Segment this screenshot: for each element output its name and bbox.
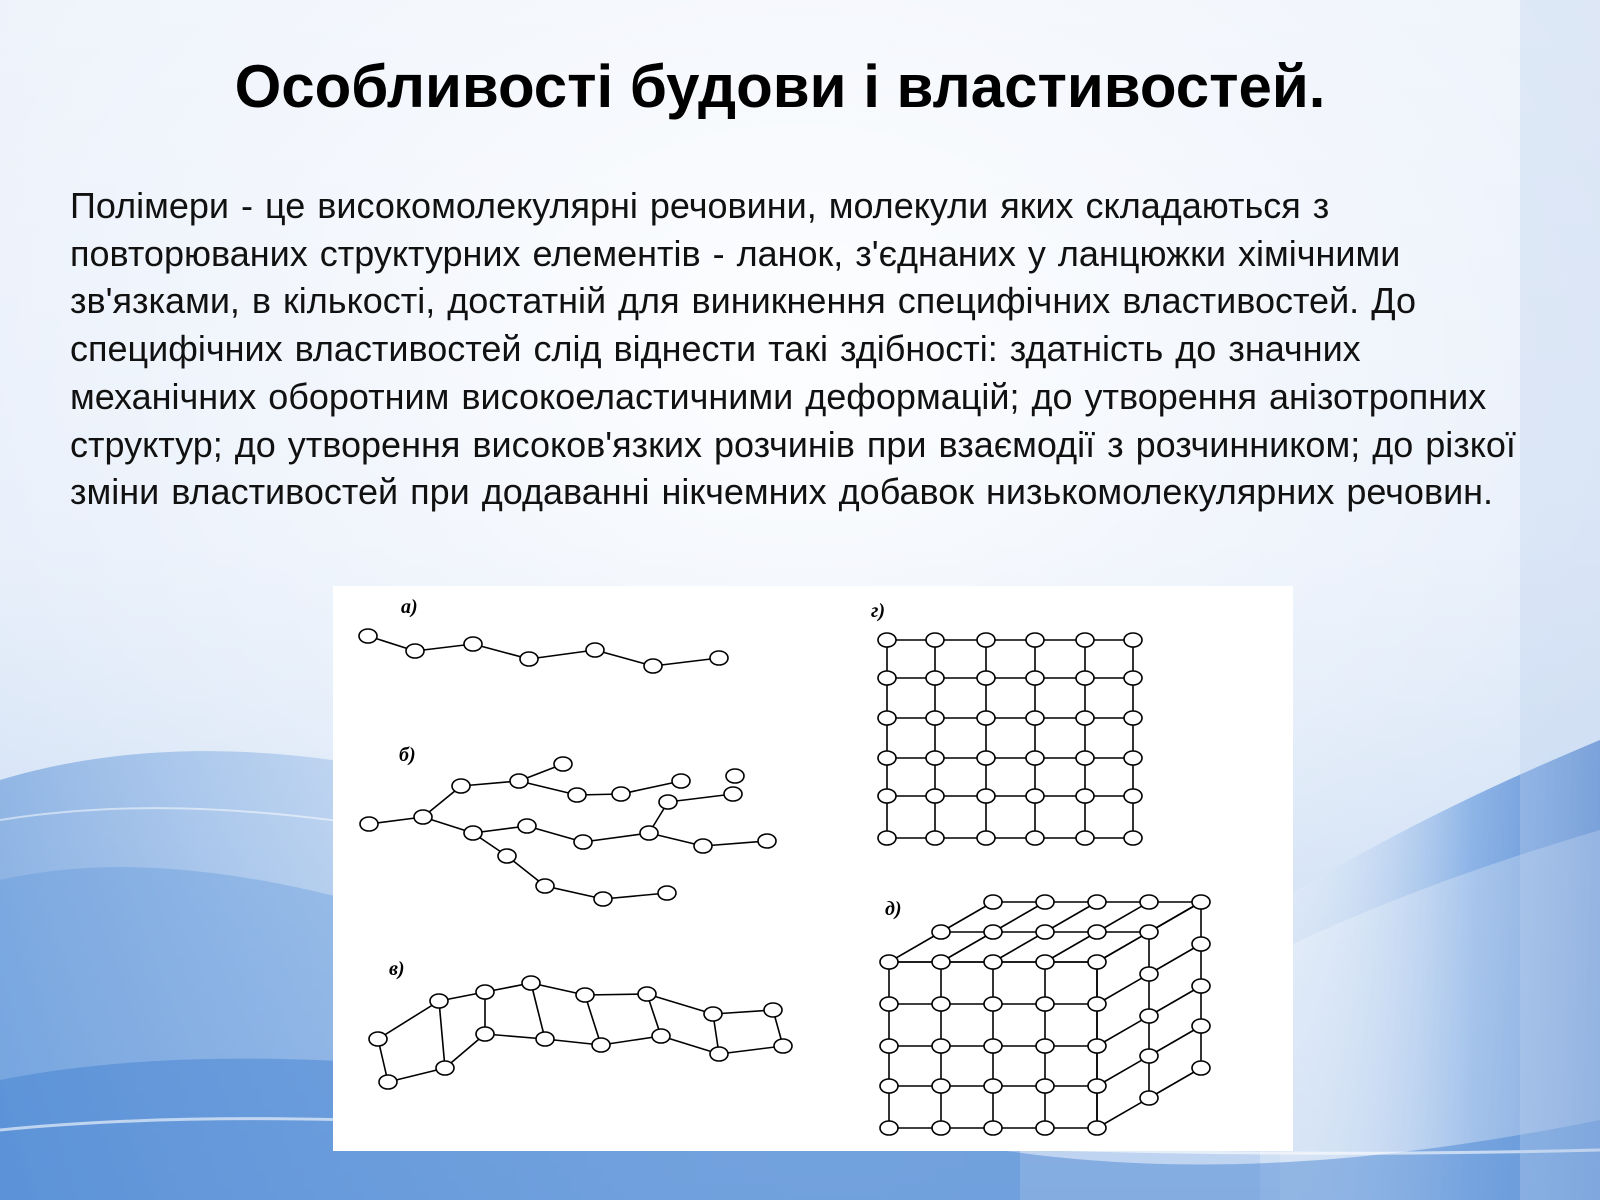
cube-node (1192, 895, 1210, 909)
network-node (926, 711, 944, 725)
ladder-monomer-node (436, 1061, 454, 1075)
cube-node (1140, 925, 1158, 939)
cube-node (1140, 967, 1158, 981)
cube-node (880, 955, 898, 969)
network-node (878, 633, 896, 647)
branched-monomer-node (594, 892, 612, 906)
cube-node (932, 925, 950, 939)
linear-monomer-node (520, 652, 538, 666)
label-network-3d-structure: д) (885, 898, 902, 920)
network-node (926, 633, 944, 647)
branched-monomer-node (658, 886, 676, 900)
cube-node (880, 1079, 898, 1093)
cube-node (1036, 997, 1054, 1011)
cube-node (984, 1121, 1002, 1135)
network-node (1076, 711, 1094, 725)
branched-monomer-node (452, 779, 470, 793)
ladder-monomer-node (704, 1007, 722, 1021)
ladder-bond (378, 1001, 439, 1039)
branched-monomer-node (672, 774, 690, 788)
branched-bond (668, 794, 733, 802)
linear-monomer-node (359, 629, 377, 643)
cube-node (1192, 1019, 1210, 1033)
branched-monomer-node (518, 819, 536, 833)
ladder-monomer-node (576, 988, 594, 1002)
branched-monomer-node (659, 795, 677, 809)
linear-monomer-node (464, 637, 482, 651)
network-node (1124, 831, 1142, 845)
polymer-structures-figure (333, 586, 1293, 1151)
network-node (926, 789, 944, 803)
ladder-monomer-node (536, 1032, 554, 1046)
branched-monomer-node (510, 774, 528, 788)
label-linear-structure: а) (401, 596, 418, 618)
linear-monomer-node (710, 651, 728, 665)
cube-node (1140, 895, 1158, 909)
branched-monomer-node (360, 817, 378, 831)
network-node (878, 711, 896, 725)
ladder-rung (439, 1001, 445, 1068)
cube-node (984, 895, 1002, 909)
network-node (977, 831, 995, 845)
network-node (926, 831, 944, 845)
cube-node (1088, 1039, 1106, 1053)
network-node (1124, 751, 1142, 765)
branched-monomer-node (554, 757, 572, 771)
network-node (1076, 751, 1094, 765)
ladder-rung (531, 983, 545, 1039)
linear-monomer-node (644, 659, 662, 673)
label-ladder-structure: в) (389, 958, 405, 980)
cube-node (1036, 955, 1054, 969)
network-node (1124, 789, 1142, 803)
network-node (1026, 711, 1044, 725)
cube-node (1088, 895, 1106, 909)
ladder-monomer-node (430, 994, 448, 1008)
network-node (977, 751, 995, 765)
cube-node (1192, 1061, 1210, 1075)
branched-monomer-node (536, 879, 554, 893)
cube-node (880, 1121, 898, 1135)
network-node (1076, 671, 1094, 685)
network-node (1076, 789, 1094, 803)
network-node (878, 831, 896, 845)
cube-node (932, 997, 950, 1011)
linear-monomer-node (406, 644, 424, 658)
cube-node (1088, 955, 1106, 969)
ladder-monomer-node (638, 987, 656, 1001)
linear-bond (529, 650, 595, 659)
network-node (977, 711, 995, 725)
ladder-monomer-node (592, 1038, 610, 1052)
cube-node (880, 997, 898, 1011)
network-node (878, 789, 896, 803)
network-node (1026, 831, 1044, 845)
branched-monomer-node (724, 787, 742, 801)
cube-node (1088, 997, 1106, 1011)
branched-monomer-node (726, 769, 744, 783)
cube-node (932, 1079, 950, 1093)
network-node (926, 751, 944, 765)
network-node (1026, 789, 1044, 803)
linear-bond (653, 658, 719, 666)
polymer-structures-diagram (333, 586, 1293, 1151)
label-network-2d-structure: г) (871, 600, 886, 622)
network-node (1026, 671, 1044, 685)
ladder-monomer-node (379, 1075, 397, 1089)
ladder-monomer-node (652, 1029, 670, 1043)
cube-node (932, 1039, 950, 1053)
network-node (1124, 711, 1142, 725)
network-node (1026, 633, 1044, 647)
cube-node (1088, 1079, 1106, 1093)
branched-monomer-node (574, 835, 592, 849)
network-node (977, 671, 995, 685)
network-node (1124, 671, 1142, 685)
ladder-monomer-node (369, 1032, 387, 1046)
ladder-monomer-node (764, 1003, 782, 1017)
branched-monomer-node (464, 826, 482, 840)
branched-monomer-node (640, 826, 658, 840)
body-paragraph: Полімери - це високомолекулярні речовини, молекули яких складаються з повторюваних структурних елементів - ланок, з'єднаних у ланцюжки хімічними зв'язками, в кількості, достатній для виникнення специфічних властивостей. До специфічних властивостей слід віднести такі здібності: здатність до значних механічних оборотним високоеластичними деформацій; до утворення анізотропних структур; до утворення високов'язких розчинів при взаємодії з розчинником; до різкої зміни властивостей при додаванні нікчемних добавок низькомолекулярних речовин. (70, 185, 1516, 513)
cube-node (984, 955, 1002, 969)
cube-node (1140, 1009, 1158, 1023)
cube-node (984, 997, 1002, 1011)
network-node (977, 789, 995, 803)
network-node (878, 751, 896, 765)
ladder-monomer-node (710, 1047, 728, 1061)
network-node (977, 633, 995, 647)
branched-monomer-node (568, 788, 586, 802)
branched-monomer-node (694, 839, 712, 853)
network-node (1026, 751, 1044, 765)
cube-node (984, 925, 1002, 939)
network-node (1076, 633, 1094, 647)
branched-monomer-node (758, 834, 776, 848)
ladder-monomer-node (522, 976, 540, 990)
cube-node (984, 1079, 1002, 1093)
cube-node (932, 1121, 950, 1135)
linear-monomer-node (586, 643, 604, 657)
cube-node (1088, 925, 1106, 939)
cube-node (880, 1039, 898, 1053)
cube-node (1192, 937, 1210, 951)
cube-node (1036, 1079, 1054, 1093)
cube-node (1036, 1121, 1054, 1135)
branched-monomer-node (414, 810, 432, 824)
cube-node (1192, 979, 1210, 993)
ladder-monomer-node (476, 985, 494, 999)
label-branched-structure: б) (399, 744, 416, 766)
cube-node (1088, 1121, 1106, 1135)
branched-bond (583, 833, 649, 842)
cube-node (1036, 895, 1054, 909)
cube-node (984, 1039, 1002, 1053)
network-node (926, 671, 944, 685)
network-node (1076, 831, 1094, 845)
ladder-monomer-node (774, 1039, 792, 1053)
slide-title: Особливості будови і властивостей. (234, 53, 1326, 120)
cube-node (1140, 1049, 1158, 1063)
cube-node (932, 955, 950, 969)
cube-node (1036, 925, 1054, 939)
ladder-monomer-node (476, 1027, 494, 1041)
cube-node (1140, 1091, 1158, 1105)
branched-monomer-node (612, 787, 630, 801)
ladder-bond (647, 994, 713, 1014)
network-node (1124, 633, 1142, 647)
network-node (878, 671, 896, 685)
cube-node (1036, 1039, 1054, 1053)
branched-monomer-node (498, 849, 516, 863)
